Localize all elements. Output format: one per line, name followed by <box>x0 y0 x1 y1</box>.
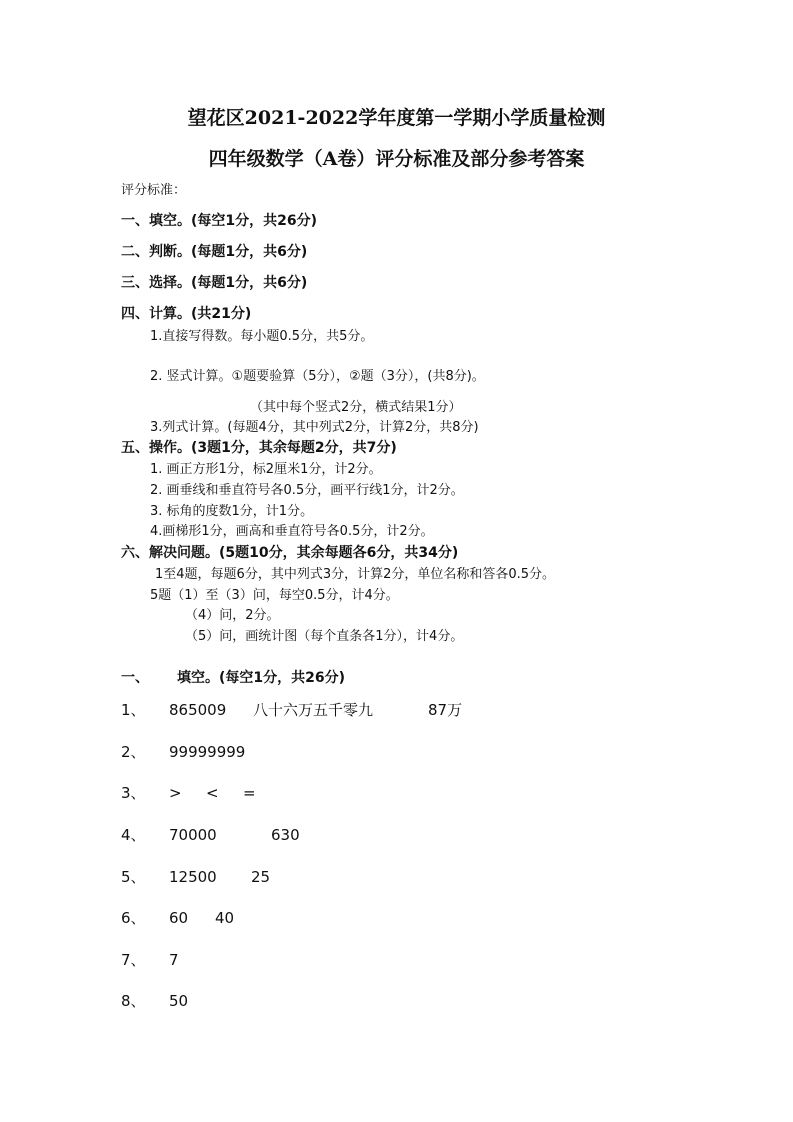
section-heading-1: 一、填空。(每空1分，共26分) <box>121 213 318 229</box>
answer-value: 25 <box>251 868 271 886</box>
section-5-item-3: 3. 标角的度数1分，计1分。 <box>150 504 314 519</box>
section-6-item-3: （4）问，2分。 <box>185 608 280 623</box>
section-4-item-2-note: （其中每个竖式2分，横式结果1分） <box>250 400 462 415</box>
answer-number: 3、 <box>121 784 146 802</box>
answers-heading: 填空。(每空1分，共26分) <box>177 670 346 686</box>
answer-row <box>121 703 721 723</box>
section-heading-3: 三、选择。(每题1分，共6分) <box>121 275 308 291</box>
page-subtitle: 四年级数学（A卷）评分标准及部分参考答案 <box>208 148 585 170</box>
answer-value: < <box>206 784 219 802</box>
answer-value: 12500 <box>169 868 217 886</box>
answer-number: 4、 <box>121 826 146 844</box>
criteria-label: 评分标准： <box>121 183 187 198</box>
section-4-item-1: 1.直接写得数。每小题0.5分，共5分。 <box>150 329 374 344</box>
answer-value: 70000 <box>169 826 217 844</box>
section-heading-2: 二、判断。(每题1分，共6分) <box>121 244 308 260</box>
section-6-item-1: 1至4题，每题6分，其中列式3分，计算2分，单位名称和答各0.5分。 <box>155 567 556 582</box>
section-6-item-4: （5）问，画统计图（每个直条各1分），计4分。 <box>185 629 464 644</box>
section-heading-4: 四、计算。(共21分) <box>121 306 252 322</box>
answer-number: 7、 <box>121 951 146 969</box>
answer-row <box>121 828 721 848</box>
answer-value: 99999999 <box>169 743 246 761</box>
answer-value: 八十六万五千零九 <box>253 701 374 719</box>
answer-row <box>121 911 721 931</box>
page-title: 望花区2021-2022学年度第一学期小学质量检测 <box>187 107 606 129</box>
answer-value: 40 <box>215 909 235 927</box>
answer-row <box>121 870 721 890</box>
answer-value: = <box>243 784 256 802</box>
answer-row <box>121 953 721 973</box>
section-5-item-4: 4.画梯形1分，画高和垂直符号各0.5分，计2分。 <box>150 524 434 539</box>
answer-value: 865009 <box>169 701 227 719</box>
answer-row <box>121 745 721 765</box>
section-heading-6: 六、解决问题。(5题10分，其余每题各6分，共34分) <box>121 545 459 561</box>
answer-value: 630 <box>271 826 300 844</box>
section-5-item-2: 2. 画垂线和垂直符号各0.5分，画平行线1分，计2分。 <box>150 483 464 498</box>
answer-value: 60 <box>169 909 189 927</box>
section-4-item-2: 2. 竖式计算。①题要验算（5分），②题（3分），(共8分)。 <box>150 369 485 384</box>
answer-number: 5、 <box>121 868 146 886</box>
answers-heading-number: 一、 <box>121 670 149 686</box>
section-4-item-3: 3.列式计算。(每题4分，其中列式2分，计算2分，共8分) <box>150 420 479 435</box>
section-heading-5: 五、操作。(3题1分，其余每题2分，共7分) <box>121 440 397 456</box>
answer-value: 87万 <box>428 701 463 719</box>
answer-number: 1、 <box>121 701 146 719</box>
answer-value: 50 <box>169 992 189 1010</box>
answer-number: 8、 <box>121 992 146 1010</box>
section-5-item-1: 1. 画正方形1分，标2厘米1分，计2分。 <box>150 462 382 477</box>
answer-row <box>121 786 721 806</box>
answer-value: > <box>169 784 182 802</box>
answer-number: 6、 <box>121 909 146 927</box>
section-6-item-2: 5题（1）至（3）问，每空0.5分，计4分。 <box>150 588 399 603</box>
answer-row <box>121 994 721 1014</box>
answer-value: 7 <box>169 951 179 969</box>
answer-number: 2、 <box>121 743 146 761</box>
